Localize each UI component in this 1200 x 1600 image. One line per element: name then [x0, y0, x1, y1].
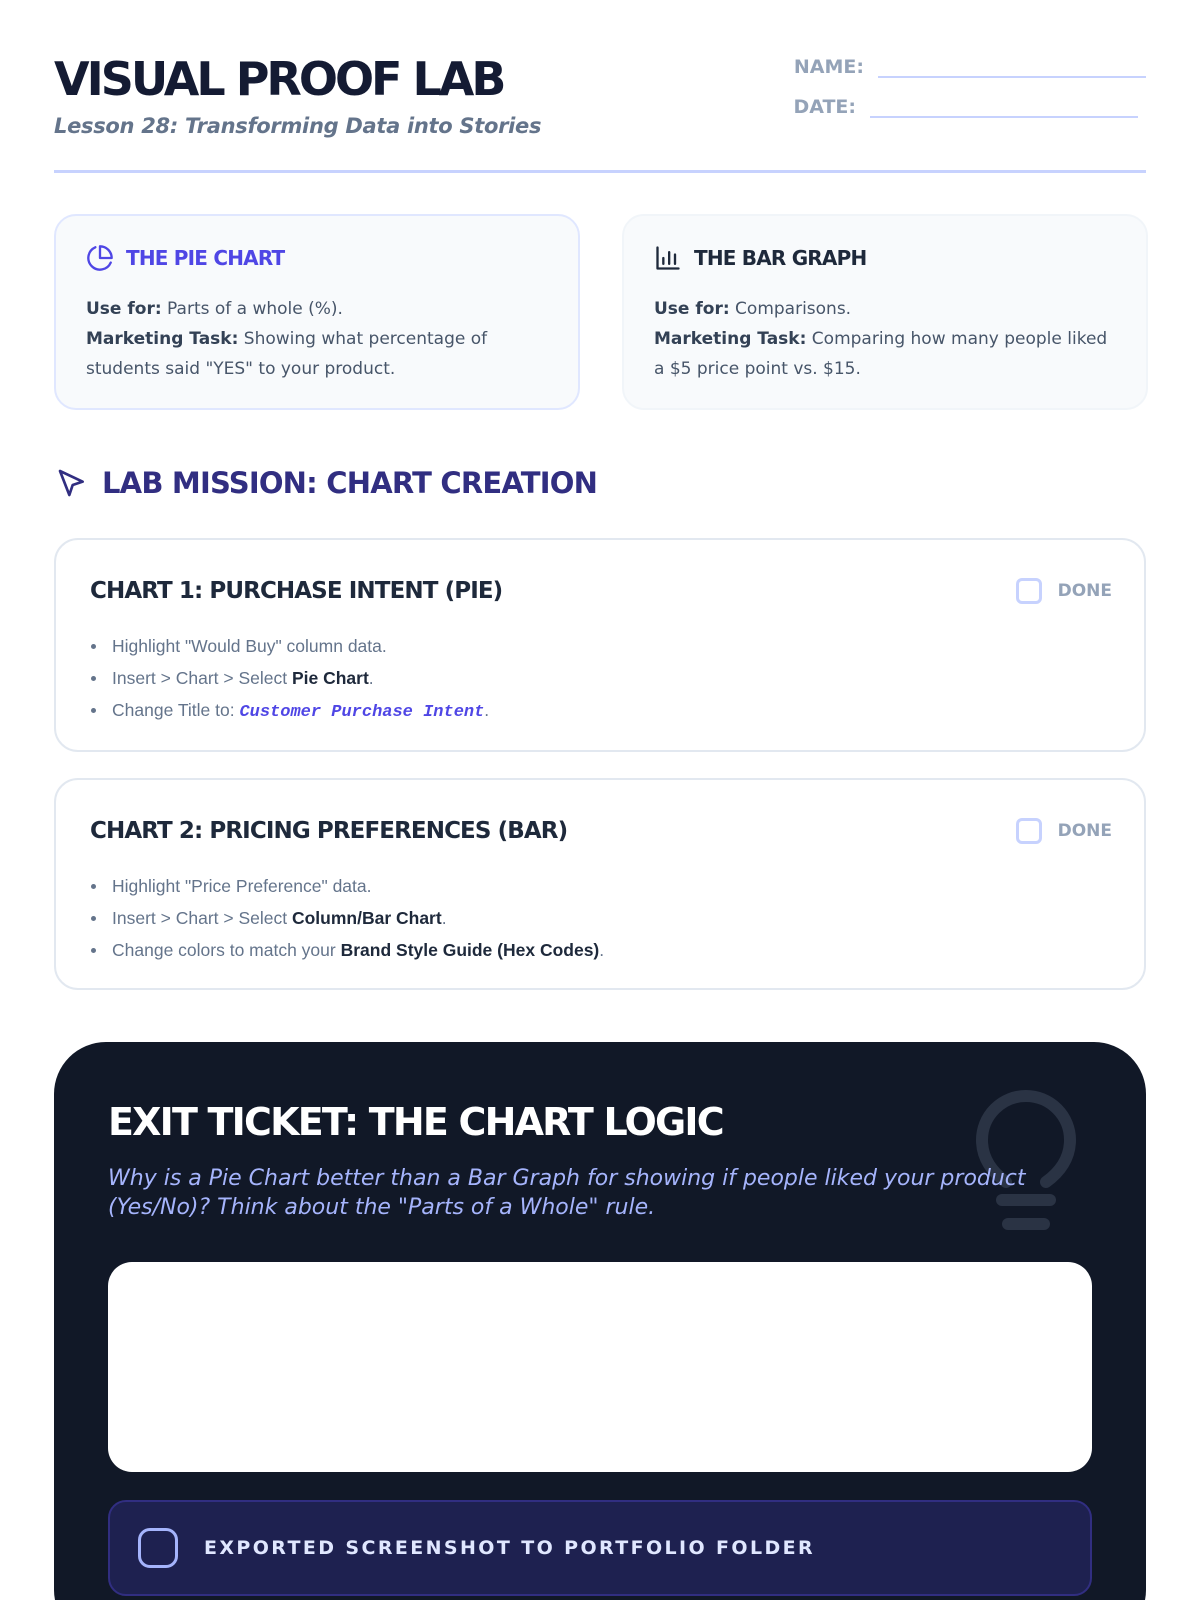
cursor-arrow-icon: [56, 467, 88, 499]
pie-task-text: Showing what percentage of students said "YES" to your product.: [86, 329, 488, 379]
mission-title: LAB MISSION: CHART CREATION: [102, 466, 598, 500]
task-steps: [112, 630, 489, 729]
pie-chart-card: [54, 214, 580, 410]
name-input-line[interactable]: [878, 52, 1146, 78]
export-label: EXPORTED SCREENSHOT TO PORTFOLIO FOLDER: [204, 1537, 816, 1559]
step-emphasis: Brand Style Guide (Hex Codes): [340, 940, 600, 960]
pie-use-text: Parts of a whole (%).: [161, 299, 343, 319]
task-step: [112, 694, 489, 729]
bar-card-body: [654, 294, 1116, 384]
answer-box[interactable]: [108, 1262, 1092, 1472]
bar-task-text: Comparing how many people liked a $5 price point vs. $15.: [654, 329, 1108, 379]
bar-chart-icon: [654, 244, 682, 272]
done-label: DONE: [1057, 821, 1112, 841]
step-suffix: .: [484, 700, 490, 720]
name-label: NAME:: [793, 56, 864, 78]
done-toggle[interactable]: [1016, 578, 1112, 604]
name-field[interactable]: [794, 52, 1146, 78]
step-suffix: .: [368, 668, 374, 688]
pie-card-body: [86, 294, 548, 384]
date-input-line[interactable]: [870, 92, 1138, 118]
pie-use-label: Use for:: [86, 299, 162, 319]
done-label: DONE: [1057, 581, 1112, 601]
bar-use-text: Comparisons.: [729, 299, 852, 319]
bar-graph-card: [622, 214, 1148, 410]
step-text: Change Title to:: [112, 700, 240, 720]
date-field[interactable]: [793, 92, 1138, 118]
export-checklist-item[interactable]: [108, 1500, 1092, 1596]
exit-ticket-title: EXIT TICKET: THE CHART LOGIC: [108, 1100, 723, 1144]
task-title: CHART 1: PURCHASE INTENT (PIE): [90, 578, 503, 604]
pie-chart-icon: [86, 244, 114, 272]
export-checkbox[interactable]: [138, 1528, 178, 1568]
date-label: DATE:: [793, 96, 856, 118]
step-text: Change colors to match your: [112, 940, 341, 960]
step-emphasis: Pie Chart: [291, 668, 369, 688]
page-title: VISUAL PROOF LAB: [54, 52, 504, 106]
done-toggle[interactable]: [1016, 818, 1112, 844]
step-text: Insert > Chart > Select: [112, 908, 292, 928]
pie-card-title: THE PIE CHART: [126, 246, 285, 270]
task-step: [112, 630, 489, 662]
step-emphasis: Column/Bar Chart: [291, 908, 442, 928]
step-text: Highlight "Would Buy" column data.: [112, 636, 387, 656]
step-text: Insert > Chart > Select: [112, 668, 292, 688]
done-checkbox[interactable]: [1016, 578, 1042, 604]
task-step: [112, 662, 489, 694]
pie-task-label: Marketing Task:: [86, 329, 239, 349]
bar-task-label: Marketing Task:: [654, 329, 807, 349]
bar-use-label: Use for:: [654, 299, 730, 319]
task-step: [112, 870, 604, 902]
step-suffix: .: [599, 940, 605, 960]
chart-title-code: Customer Purchase Intent: [239, 703, 485, 722]
task-step: [112, 934, 604, 966]
exit-ticket-panel: [54, 1042, 1146, 1600]
step-text: Highlight "Price Preference" data.: [112, 876, 372, 896]
step-suffix: .: [441, 908, 447, 928]
mission-heading: [56, 466, 597, 500]
task-step: [112, 902, 604, 934]
worksheet-header: [54, 52, 1146, 172]
task-card-chart-2: [54, 778, 1146, 990]
done-checkbox[interactable]: [1016, 818, 1042, 844]
task-steps: [112, 870, 604, 966]
task-card-chart-1: [54, 538, 1146, 752]
lesson-subtitle: Lesson 28: Transforming Data into Stories: [54, 114, 542, 138]
header-divider: [54, 170, 1146, 173]
exit-ticket-question: Why is a Pie Chart better than a Bar Graph for showing if people liked your product (Yes/No)? Think about the "Parts of a Whole" rule.: [108, 1166, 1026, 1220]
task-title: CHART 2: PRICING PREFERENCES (BAR): [90, 818, 568, 844]
bar-card-title: THE BAR GRAPH: [694, 246, 867, 270]
